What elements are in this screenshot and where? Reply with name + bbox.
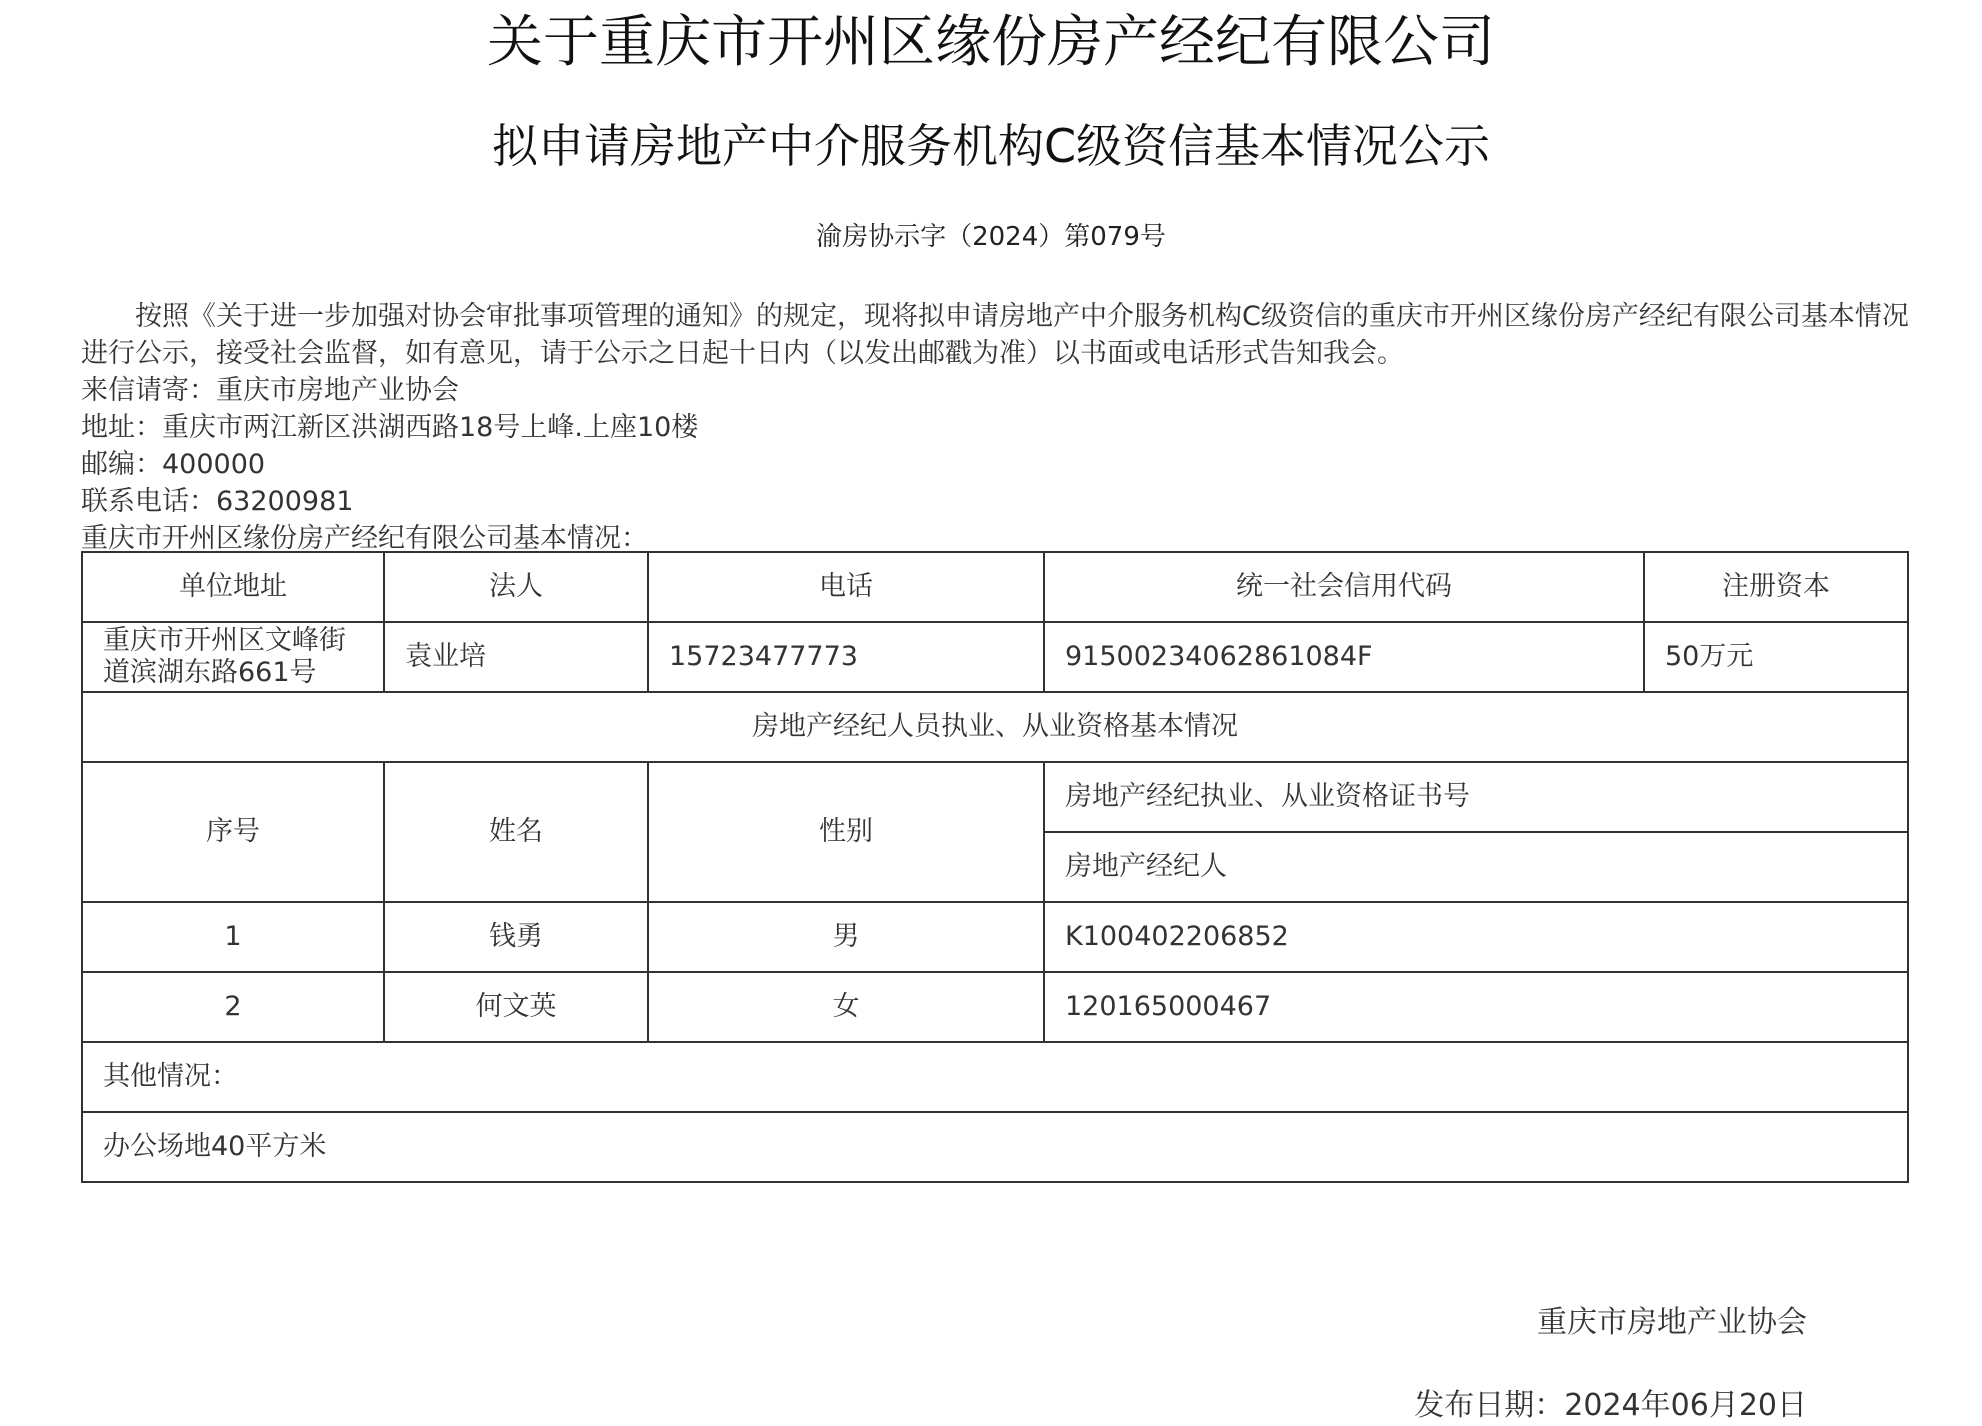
mail-to-line: 来信请寄：重庆市房地产业协会 (81, 375, 459, 406)
document-number: 渝房协示字（2024）第079号 (816, 222, 1166, 252)
agent-seq: 1 (82, 902, 384, 972)
value-capital: 50万元 (1644, 622, 1908, 692)
agent-gender: 女 (648, 972, 1044, 1042)
publish-date: 发布日期：2024年06月20日 (1414, 1388, 1807, 1423)
agent-seq: 2 (82, 972, 384, 1042)
intro-paragraph: 按照《关于进一步加强对协会审批事项管理的通知》的规定，现将拟申请房地产中介服务机构C级资信的重庆市开州区缘份房产经纪有限公司基本情况进行公示，接受社会监督，如有意见，请于公示之日起十日内（以发出邮戳为准）以书面或电话形式告知我会。 (81, 301, 1909, 369)
issuing-organization: 重庆市房地产业协会 (1537, 1305, 1807, 1340)
agent-gender: 男 (648, 902, 1044, 972)
table-row (82, 902, 1908, 972)
header-capital: 注册资本 (1644, 552, 1908, 622)
agents-section-row (82, 692, 1908, 762)
header-name: 姓名 (384, 762, 648, 902)
header-phone: 电话 (648, 552, 1044, 622)
company-header-row (82, 552, 1908, 622)
header-seq: 序号 (82, 762, 384, 902)
header-cert-no: 房地产经纪执业、从业资格证书号 (1044, 762, 1908, 832)
value-legal-person: 袁业培 (384, 622, 648, 692)
header-credit-code: 统一社会信用代码 (1044, 552, 1644, 622)
value-credit-code: 91500234062861084F (1044, 622, 1644, 692)
agent-cert-no: K100402206852 (1044, 902, 1908, 972)
document-title-line1: 关于重庆市开州区缘份房产经纪有限公司 (487, 10, 1495, 75)
agent-name: 钱勇 (384, 902, 648, 972)
other-label-row (82, 1042, 1908, 1112)
agent-cert-no: 120165000467 (1044, 972, 1908, 1042)
agents-section-title: 房地产经纪人员执业、从业资格基本情况 (82, 692, 1908, 762)
table-row (82, 972, 1908, 1042)
other-label: 其他情况： (82, 1042, 1908, 1112)
postcode-line: 邮编：400000 (81, 449, 266, 480)
header-legal-person: 法人 (384, 552, 648, 622)
header-role: 房地产经纪人 (1044, 832, 1908, 902)
agents-header-row (82, 762, 1908, 832)
document-title-line2: 拟申请房地产中介服务机构C级资信基本情况公示 (491, 119, 1491, 173)
company-heading: 重庆市开州区缘份房产经纪有限公司基本情况： (81, 523, 648, 554)
agent-name: 何文英 (384, 972, 648, 1042)
address-line: 地址：重庆市两江新区洪湖西路18号上峰.上座10楼 (81, 412, 699, 443)
intro-section (81, 298, 1911, 557)
other-content-row (82, 1112, 1908, 1182)
header-address: 单位地址 (82, 552, 384, 622)
other-content: 办公场地40平方米 (82, 1112, 1908, 1182)
value-phone: 15723477773 (648, 622, 1044, 692)
header-gender: 性别 (648, 762, 1044, 902)
company-info-table (81, 551, 1909, 1183)
value-address: 重庆市开州区文峰街道滨湖东路661号 (82, 622, 384, 692)
company-value-row (82, 622, 1908, 692)
phone-line: 联系电话：63200981 (81, 486, 354, 517)
